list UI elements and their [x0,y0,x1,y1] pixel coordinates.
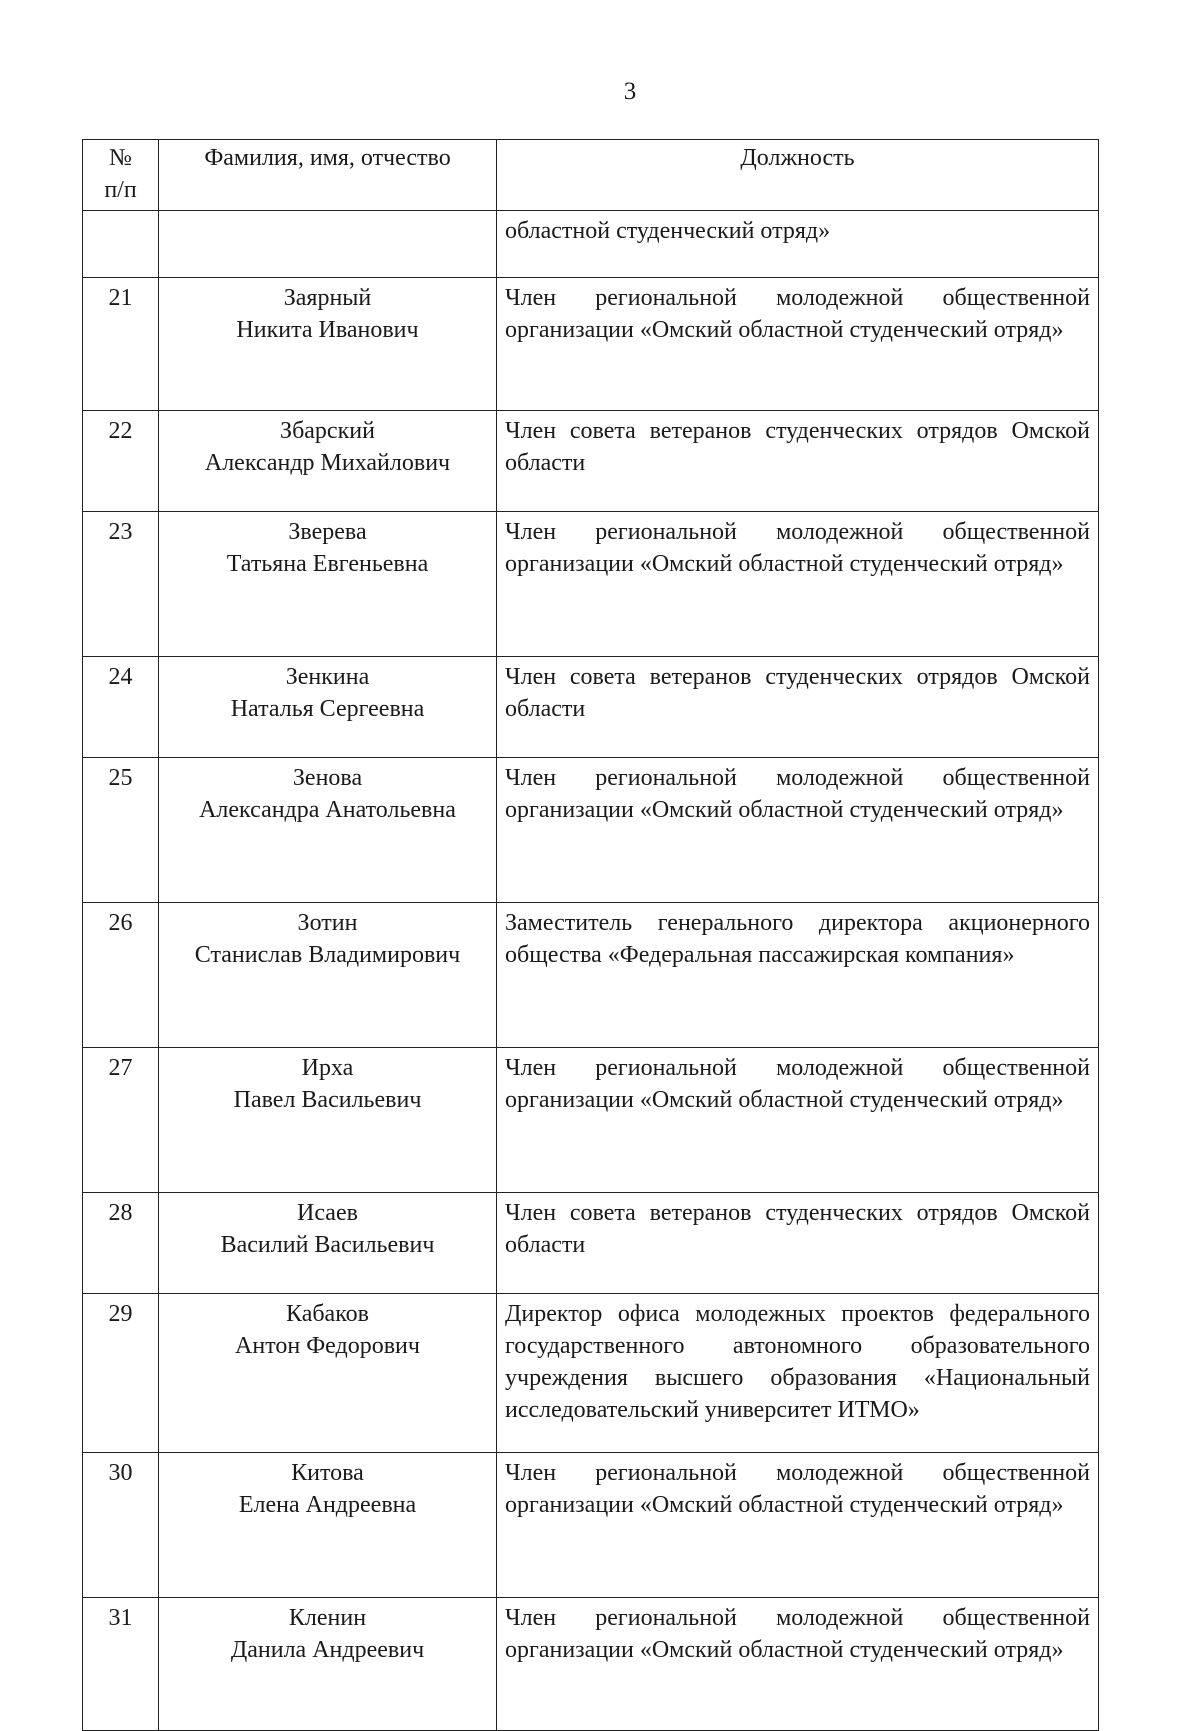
column-header-position: Должность [497,140,1099,211]
row-given-names: Никита Иванович [236,317,419,343]
table-header-row [83,140,1099,211]
row-position: Член региональной молодежной общественной организации «Омский областной студенческий отряд» [497,278,1099,411]
table-row [83,1598,1099,1731]
row-surname: Зотин [297,910,358,936]
row-full-name [159,278,497,411]
row-number: 23 [83,512,159,657]
row-position: Член региональной молодежной общественной организации «Омский областной студенческий отряд» [497,1598,1099,1731]
row-given-names: Данила Андреевич [230,1637,425,1663]
table-row [83,758,1099,903]
row-position: Член совета ветеранов студенческих отрядов Омской области [497,1193,1099,1294]
row-surname: Ирха [301,1055,354,1081]
row-position: Член совета ветеранов студенческих отрядов Омской области [497,411,1099,512]
continuation-position-cell: областной студенческий отряд» [497,211,1099,278]
row-number: 31 [83,1598,159,1731]
table-row [83,411,1099,512]
row-surname: Кабаков [286,1301,369,1327]
table-row [83,1193,1099,1294]
row-full-name [159,657,497,758]
page-number: 3 [623,78,637,105]
row-given-names: Александра Анатольевна [199,797,456,823]
table-row [83,512,1099,657]
row-full-name [159,1453,497,1598]
row-position: Член региональной молодежной общественной организации «Омский областной студенческий отряд» [497,758,1099,903]
table-row [83,1294,1099,1453]
row-position: Член совета ветеранов студенческих отрядов Омской области [497,657,1099,758]
row-surname: Зенова [292,765,363,791]
row-given-names: Александр Михайлович [204,450,451,476]
row-position: Член региональной молодежной общественной организации «Омский областной студенческий отряд» [497,1048,1099,1193]
row-full-name [159,758,497,903]
row-surname: Кленин [288,1605,367,1631]
column-header-name: Фамилия, имя, отчество [159,140,497,211]
continuation-row [83,211,1099,278]
row-number: 24 [83,657,159,758]
column-header-number [83,140,159,211]
table-row [83,1453,1099,1598]
row-surname: Зенкина [285,664,370,690]
table-row [83,278,1099,411]
continuation-number-cell [83,211,159,278]
row-surname: Заярный [283,285,372,311]
row-number: 26 [83,903,159,1048]
row-number: 21 [83,278,159,411]
row-full-name [159,512,497,657]
column-header-number-line1: № [109,145,132,171]
row-given-names: Наталья Сергеевна [230,696,425,722]
row-full-name [159,1294,497,1453]
row-position: Директор офиса молодежных проектов федерального государственного автономного образовательного учреждения высшего образования «Национальный исследовательский университет ИТМО» [497,1294,1099,1453]
row-position: Заместитель генерального директора акционерного общества «Федеральная пассажирская компания» [497,903,1099,1048]
row-full-name [159,1193,497,1294]
row-given-names: Антон Федорович [235,1333,420,1359]
row-number: 28 [83,1193,159,1294]
row-number: 25 [83,758,159,903]
row-position: Член региональной молодежной общественной организации «Омский областной студенческий отряд» [497,1453,1099,1598]
row-number: 29 [83,1294,159,1453]
table-row [83,657,1099,758]
row-number: 22 [83,411,159,512]
column-header-number-line2: п/п [104,177,137,203]
row-surname: Исаев [297,1200,358,1226]
row-given-names: Станислав Владимирович [194,942,461,968]
table-row [83,903,1099,1048]
row-number: 30 [83,1453,159,1598]
row-surname: Китова [291,1460,364,1486]
row-full-name [159,1598,497,1731]
row-full-name [159,1048,497,1193]
row-position: Член региональной молодежной общественной организации «Омский областной студенческий отряд» [497,512,1099,657]
row-full-name [159,411,497,512]
members-table [82,139,1099,1731]
table-row [83,1048,1099,1193]
row-given-names: Татьяна Евгеньевна [226,551,429,577]
row-surname: Зверева [288,519,367,545]
row-given-names: Павел Васильевич [233,1087,422,1113]
row-number: 27 [83,1048,159,1193]
continuation-name-cell [159,211,497,278]
row-full-name [159,903,497,1048]
row-surname: Збарский [280,418,375,444]
row-given-names: Елена Андреевна [238,1492,417,1518]
row-given-names: Василий Васильевич [220,1232,435,1258]
